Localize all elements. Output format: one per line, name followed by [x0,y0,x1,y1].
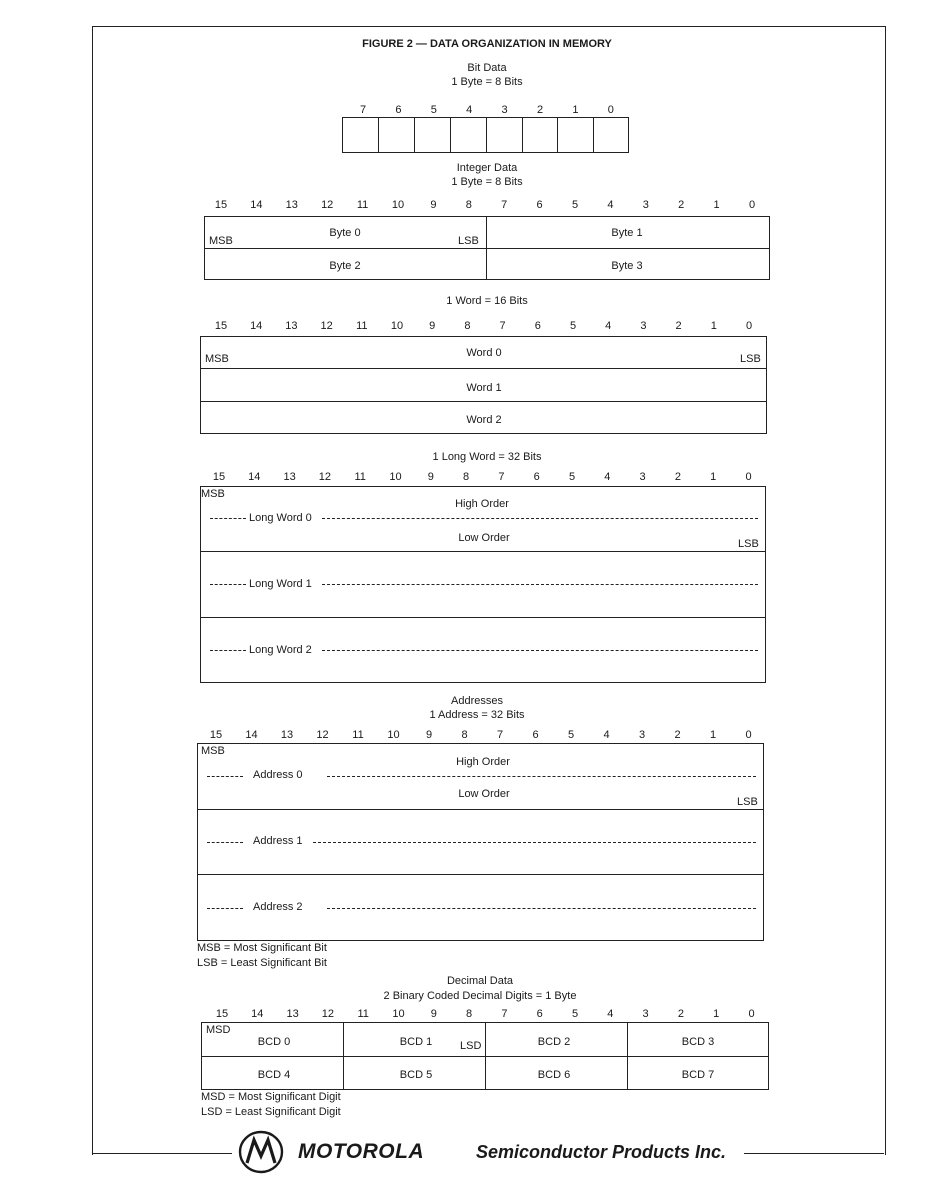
bcd-1: BCD 1 [399,1036,433,1048]
addr-bit-4: 4 [603,729,610,741]
addr-lsb: LSB [737,796,758,808]
addr-bit-6: 6 [532,729,539,741]
byte-1: Byte 1 [611,227,643,239]
decimal-msd: MSD [206,1024,231,1036]
bit-cell-divider [450,117,451,153]
long-1-dash-right [322,584,758,585]
bit-cell-divider [378,117,379,153]
integer-bit-6: 6 [536,199,543,211]
long-heading: 1 Long Word = 32 Bits [432,451,542,463]
long-bit-7: 7 [498,471,505,483]
integer-bit-13: 13 [285,199,298,211]
long-bit-12: 12 [318,471,332,483]
word-1: Word 1 [466,382,502,394]
long-msb: MSB [201,488,225,500]
long-0-dash-right [322,518,758,519]
long-bit-4: 4 [604,471,611,483]
byte-2: Byte 2 [329,260,361,272]
addr-bit-14: 14 [245,729,258,741]
bit-bit-2: 2 [536,104,544,116]
long-word-2: Long Word 2 [249,644,312,656]
bcd-0: BCD 0 [257,1036,291,1048]
bit-bit-3: 3 [501,104,508,116]
long-bit-11: 11 [354,471,366,483]
addr-bit-8: 8 [461,729,468,741]
bit-heading: Bit Data [467,62,507,74]
word-bit-10: 10 [390,320,404,332]
addr-heading: Addresses [451,695,503,707]
decimal-lsd: LSD [460,1040,482,1052]
msd-note: MSD = Most Significant Digit [201,1091,341,1103]
bit-bit-1: 1 [572,104,579,116]
word-bit-11: 11 [356,320,368,332]
footer-rule-left [92,1153,232,1154]
bit-bit-4: 4 [466,104,473,116]
decimal-col-divider-2 [485,1022,486,1090]
decimal-sub: 2 Binary Coded Decimal Digits = 1 Byte [383,990,577,1002]
integer-bit-3: 3 [642,199,649,211]
figure-title: FIGURE 2 — DATA ORGANIZATION IN MEMORY [362,38,612,50]
word-lsb: LSB [740,353,761,365]
addr-divider-2 [197,874,764,875]
long-word-1: Long Word 1 [249,578,312,590]
long-divider-2 [200,617,766,618]
bit-cell-divider [593,117,594,153]
integer-bit-14: 14 [250,199,263,211]
word-bit-15: 15 [214,320,228,332]
long-bit-9: 9 [427,471,434,483]
long-divider-1 [200,551,766,552]
long-2-dash-left [210,650,246,651]
addr-bit-9: 9 [425,729,433,741]
decimal-bit-0: 0 [748,1008,755,1020]
bcd-7: BCD 7 [681,1069,715,1081]
addr-sub: 1 Address = 32 Bits [429,709,525,721]
decimal-bit-7: 7 [501,1008,508,1020]
decimal-bit-3: 3 [642,1008,649,1020]
addr-bit-7: 7 [496,729,504,741]
bcd-4: BCD 4 [257,1069,291,1081]
integer-bit-12: 12 [321,199,334,211]
bit-bit-0: 0 [607,104,614,116]
integer-col-divider [486,216,487,280]
bcd-2: BCD 2 [537,1036,571,1048]
integer-lsb: LSB [458,235,479,247]
integer-heading: Integer Data [456,162,518,174]
word-0: Word 0 [466,347,502,359]
brand-name: MOTOROLA [298,1140,425,1163]
integer-row-divider [204,248,770,249]
long-bit-15: 15 [212,471,226,483]
integer-bit-8: 8 [465,199,472,211]
long-word-0: Long Word 0 [249,512,312,524]
decimal-heading: Decimal Data [446,975,514,987]
decimal-bit-4: 4 [607,1008,614,1020]
integer-bit-0: 0 [748,199,756,211]
lsd-note: LSD = Least Significant Digit [201,1106,341,1118]
decimal-bit-13: 13 [286,1008,299,1020]
lsb-note: LSB = Least Significant Bit [197,957,327,969]
bit-cell-divider [557,117,558,153]
long-bit-10: 10 [389,471,402,483]
addr-bit-15: 15 [209,729,223,741]
decimal-bit-9: 9 [430,1008,437,1020]
msb-note: MSB = Most Significant Bit [197,942,327,954]
word-bit-2: 2 [675,320,682,332]
address-2: Address 2 [253,901,303,913]
bit-bit-7: 7 [359,104,367,116]
addr-1-dash-left [207,842,243,843]
addr-low-order: Low Order [458,788,510,800]
word-divider-2 [200,401,767,402]
long-2-dash-right [322,650,758,651]
decimal-bit-12: 12 [321,1008,335,1020]
motorola-logo-icon [238,1130,284,1174]
word-bit-8: 8 [464,320,471,332]
long-bit-5: 5 [568,471,576,483]
long-high-order: High Order [455,498,509,510]
integer-bit-7: 7 [501,199,508,211]
footer-rule-right [744,1153,884,1154]
integer-bit-5: 5 [571,199,579,211]
decimal-bit-10: 10 [392,1008,405,1020]
bit-sub: 1 Byte = 8 Bits [451,76,523,88]
integer-bit-4: 4 [607,199,614,211]
decimal-bit-5: 5 [571,1008,579,1020]
word-divider-1 [200,368,767,369]
word-bit-7: 7 [499,320,506,332]
word-bit-6: 6 [534,320,541,332]
bcd-6: BCD 6 [537,1069,571,1081]
long-bit-14: 14 [248,471,261,483]
word-bit-1: 1 [710,320,717,332]
addr-1-dash-right [313,842,756,843]
decimal-col-divider-1 [343,1022,344,1090]
decimal-col-divider-3 [627,1022,628,1090]
word-bit-3: 3 [640,320,647,332]
byte-3: Byte 3 [611,260,643,272]
decimal-bit-11: 11 [357,1008,369,1020]
addr-bit-11: 11 [352,729,364,741]
long-bit-0: 0 [745,471,752,483]
brand-tagline: Semiconductor Products Inc. [476,1142,727,1162]
word-msb: MSB [205,353,229,365]
decimal-bit-15: 15 [215,1008,229,1020]
long-bit-13: 13 [283,471,296,483]
integer-bit-10: 10 [391,199,405,211]
long-1-dash-left [210,584,246,585]
addr-2-dash-right [327,908,756,909]
addr-bit-5: 5 [567,729,575,741]
addr-divider-1 [197,809,764,810]
word-bit-12: 12 [320,320,333,332]
word-bit-4: 4 [605,320,612,332]
addr-bit-0: 0 [745,729,752,741]
address-0: Address 0 [253,769,303,781]
bit-bit-5: 5 [430,104,437,116]
decimal-bit-2: 2 [677,1008,684,1020]
addr-bit-2: 2 [674,729,681,741]
bcd-5: BCD 5 [399,1069,433,1081]
long-bit-1: 1 [710,471,717,483]
integer-bit-11: 11 [356,199,369,211]
integer-bit-9: 9 [430,199,437,211]
integer-sub: 1 Byte = 8 Bits [451,176,523,188]
long-bit-3: 3 [639,471,646,483]
long-bit-8: 8 [463,471,470,483]
bit-bit-6: 6 [395,104,402,116]
addr-0-dash-left [207,776,243,777]
word-heading: 1 Word = 16 Bits [446,295,528,307]
addr-bit-1: 1 [709,729,717,741]
word-bit-0: 0 [745,320,753,332]
integer-bit-15: 15 [214,199,228,211]
decimal-bit-1: 1 [713,1008,720,1020]
byte-0: Byte 0 [329,227,361,239]
long-bit-6: 6 [533,471,540,483]
addr-2-dash-left [207,908,243,909]
addr-0-dash-right [327,776,756,777]
addr-bit-12: 12 [316,729,329,741]
addr-msb: MSB [201,745,225,757]
long-low-order: Low Order [458,532,510,544]
bcd-3: BCD 3 [681,1036,715,1048]
address-1: Address 1 [253,835,303,847]
word-bit-9: 9 [429,320,436,332]
word-bit-14: 14 [250,320,263,332]
bit-cell-divider [486,117,487,153]
decimal-bit-6: 6 [536,1008,543,1020]
addr-bit-10: 10 [387,729,400,741]
long-0-dash-left [210,518,246,519]
addr-bit-13: 13 [280,729,294,741]
long-bit-2: 2 [674,471,681,483]
integer-bit-1: 1 [713,199,720,211]
bit-cell-divider [414,117,415,153]
integer-bit-2: 2 [678,199,685,211]
bit-cell-divider [522,117,523,153]
addr-bit-3: 3 [638,729,646,741]
decimal-bit-14: 14 [251,1008,264,1020]
word-bit-13: 13 [285,320,298,332]
long-lsb: LSB [738,538,759,550]
integer-msb: MSB [209,235,233,247]
addr-high-order: High Order [456,756,510,768]
decimal-bit-8: 8 [466,1008,473,1020]
word-bit-5: 5 [569,320,577,332]
word-2: Word 2 [466,414,502,426]
